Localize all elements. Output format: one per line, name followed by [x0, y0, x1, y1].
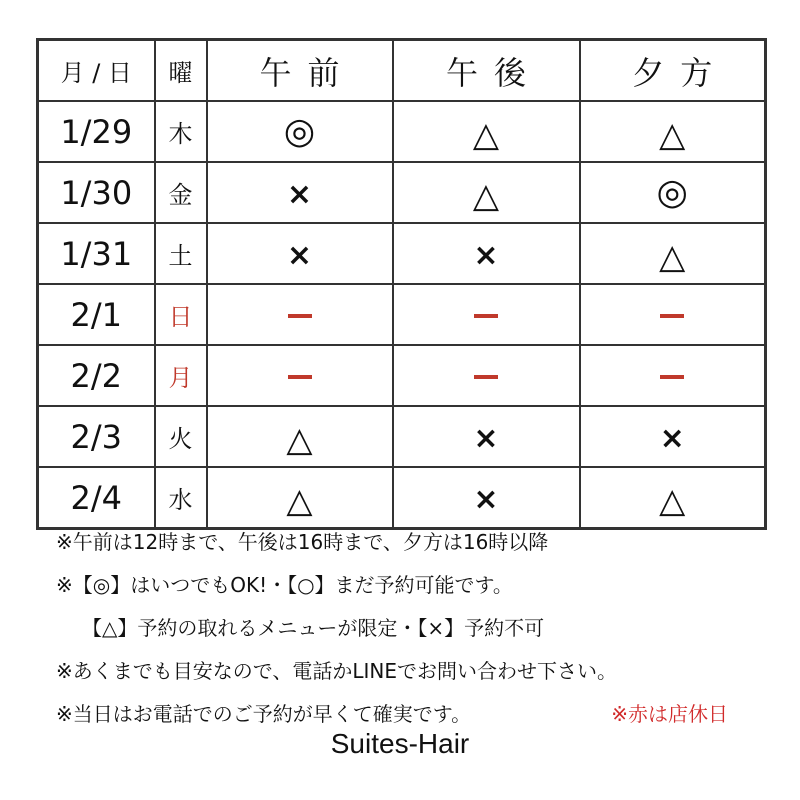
date-cell: 2/2: [38, 345, 155, 406]
availability-mark: △: [286, 480, 313, 521]
availability-cell-pm: [393, 162, 580, 223]
table-row: [38, 101, 766, 162]
availability-mark: △: [472, 175, 500, 216]
table-row: [38, 284, 766, 345]
date-cell: 1/29: [38, 101, 155, 162]
availability-cell-am: [207, 345, 393, 406]
availability-mark: [660, 314, 684, 318]
availability-mark: ×: [286, 237, 313, 273]
table-header: [38, 40, 766, 102]
availability-mark: ◎: [656, 171, 688, 213]
availability-cell-am: [207, 162, 393, 223]
closed-day-note: ※赤は店休日: [611, 701, 728, 726]
table-body: [38, 101, 766, 529]
availability-mark: [288, 314, 312, 318]
date-cell: 2/3: [38, 406, 155, 467]
availability-cell-pm: [393, 101, 580, 162]
table-row: [38, 223, 766, 284]
availability-mark: [474, 314, 498, 318]
note-legend-2: 【△】予約の取れるメニューが限定・【×】予約不可: [82, 615, 545, 640]
availability-mark: ×: [473, 420, 499, 456]
availability-mark: ×: [473, 481, 499, 517]
header-evening: 夕方: [580, 40, 766, 102]
availability-cell-evening: [580, 284, 766, 345]
weekday-cell: 日: [155, 284, 207, 345]
availability-cell-am: [207, 284, 393, 345]
availability-mark: [660, 375, 684, 379]
availability-cell-am: [207, 406, 393, 467]
notes: [56, 520, 756, 735]
table-row: [38, 406, 766, 467]
availability-mark: △: [472, 114, 500, 155]
availability-mark: [474, 375, 498, 379]
date-cell: 2/4: [38, 467, 155, 529]
availability-cell-pm: [393, 223, 580, 284]
header-pm: 午後: [393, 40, 580, 102]
availability-cell-pm: [393, 284, 580, 345]
availability-cell-am: [207, 223, 393, 284]
weekday-cell: 木: [155, 101, 207, 162]
weekday-cell: 土: [155, 223, 207, 284]
availability-mark: △: [659, 480, 686, 521]
availability-cell-evening: [580, 101, 766, 162]
weekday-cell: 月: [155, 345, 207, 406]
table-row: [38, 345, 766, 406]
availability-mark: △: [659, 114, 686, 155]
header-date: 月 / 日: [38, 40, 155, 102]
availability-cell-evening: [580, 345, 766, 406]
availability-cell-pm: [393, 406, 580, 467]
availability-cell-evening: [580, 162, 766, 223]
header-day: 曜: [155, 40, 207, 102]
reservation-schedule-table: [36, 38, 767, 530]
date-cell: 2/1: [38, 284, 155, 345]
note-same-day: ※当日はお電話でのご予約が早くて確実です。 ※赤は店休日: [56, 701, 728, 726]
note-contact: ※あくまでも目安なので、電話かLINEでお問い合わせ下さい。: [56, 658, 617, 683]
availability-cell-evening: [580, 223, 766, 284]
availability-mark: △: [659, 236, 686, 277]
availability-mark: ×: [473, 237, 499, 273]
availability-mark: ◎: [283, 110, 316, 152]
availability-mark: ×: [659, 420, 685, 456]
availability-cell-evening: [580, 406, 766, 467]
availability-mark: [288, 375, 312, 379]
note-legend-1: ※【◎】はいつでもOK!・【○】まだ予約可能です。: [56, 572, 513, 597]
table-row: [38, 162, 766, 223]
weekday-cell: 火: [155, 406, 207, 467]
weekday-cell: 水: [155, 467, 207, 529]
date-cell: 1/31: [38, 223, 155, 284]
header-am: 午前: [207, 40, 393, 102]
note-time-ranges: ※午前は12時まで、午後は16時まで、夕方は16時以降: [56, 529, 549, 554]
header-row: [38, 40, 766, 102]
availability-cell-am: [207, 101, 393, 162]
availability-cell-pm: [393, 345, 580, 406]
date-cell: 1/30: [38, 162, 155, 223]
availability-mark: △: [286, 419, 313, 460]
availability-mark: ×: [286, 176, 313, 212]
brand-name: Suites-Hair: [330, 728, 470, 759]
weekday-cell: 金: [155, 162, 207, 223]
